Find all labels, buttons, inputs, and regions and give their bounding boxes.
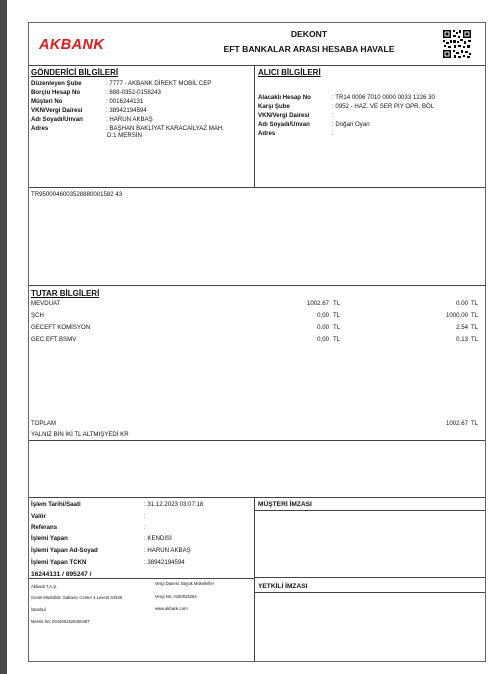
divider-reference (29, 187, 485, 188)
amount-value-b: 0.00 (456, 300, 468, 307)
amount-currency-b: TL (471, 324, 479, 331)
amount-value-a: 0.00 (317, 336, 329, 343)
receiver-label: Alacaklı Hesap No (258, 94, 311, 101)
amount-value-a: 1002.67 (306, 300, 329, 307)
receiver-value: : (332, 130, 334, 137)
authorized-signature-label: YETKİLİ İMZASI (258, 583, 308, 590)
amount-currency-b: TL (471, 300, 479, 307)
amount-value-a: 0.00 (317, 312, 329, 319)
receiver-value: : Doğan Oyan (332, 121, 370, 128)
receiver-label: Adı Soyadı/Unvan (258, 121, 310, 128)
transaction-code: 16244131 / 895247 / (31, 571, 92, 578)
footer-tax-number: Vergi No: 0150015264 (155, 594, 197, 599)
sender-address-line2: D:1 MERSİN (107, 132, 142, 139)
qr-code-icon (442, 29, 472, 59)
sender-value: : 38942194594 (106, 107, 147, 114)
amount-value-b: 0.13 (456, 336, 468, 343)
sender-label: VKN/Vergi Dairesi (31, 107, 83, 114)
sender-value: : BAŞHAN BAKLİYAT KARACAİLYAZ MAH. (106, 125, 224, 132)
sender-value: : 7777 - AKBANK DİREKT MOBİL CEP (106, 80, 212, 87)
footer-company: Akbank T.A.Ş. (31, 584, 58, 589)
amount-currency-a: TL (333, 300, 341, 307)
receiver-value: : (332, 112, 334, 119)
amount-currency-b: TL (471, 336, 479, 343)
transaction-value: : 31.12.2023 03:07:18 (144, 501, 204, 508)
sender-label: Adres (31, 125, 49, 132)
amount-currency-a: TL (333, 312, 341, 319)
sender-label: Müşteri No (31, 98, 63, 105)
receipt-document (28, 22, 486, 662)
sender-label: Adı Soyadı/Unvan (31, 116, 83, 123)
transaction-value: : (144, 524, 146, 531)
amount-value-a: 0.00 (317, 324, 329, 331)
left-edge-strip (0, 0, 7, 674)
divider-words (29, 440, 485, 441)
sender-label: Düzenleyen Şube (31, 80, 82, 87)
footer-tax-office: Vergi Dairesi: Büyük Mükellefler (155, 581, 215, 586)
reference-code: TR9500046003528880001582 43 (31, 191, 123, 198)
amount-currency-b: TL (471, 312, 479, 319)
sender-label: Borçlu Hesap No (31, 89, 81, 96)
divider-transaction (29, 497, 485, 498)
akbank-logo: AKBANK (39, 37, 105, 53)
transaction-value: : HARUN AKBAŞ (144, 547, 191, 554)
amount-row-name: MEVDUAT (31, 300, 61, 307)
sender-value: : 888-0352-0158243 (106, 89, 161, 96)
amount-row-name: ŞCH (31, 312, 44, 319)
amount-row-name: GECEFT KOMİSYON (31, 324, 91, 331)
divider-footer (29, 578, 254, 579)
transaction-label: İşlemi Yapan Ad-Soyad (31, 547, 98, 554)
receiver-label: Karşı Şube (258, 103, 290, 110)
total-value: 1002.67 (445, 420, 468, 427)
sender-value: : HARUN AKBAŞ (106, 116, 153, 123)
sender-section-title: GÖNDERİCİ BİLGİLERİ (31, 68, 119, 77)
receipt-subtitle: EFT BANKALAR ARASI HESABA HAVALE (223, 44, 395, 54)
receiver-value: : TR14 0006 7010 0000 0033 1226 30 (332, 94, 435, 101)
sender-value: : 0016244131 (106, 98, 144, 105)
transaction-label: İşlem Tarihi/Saati (31, 501, 81, 508)
divider-customer-signature (254, 510, 485, 511)
divider-header (29, 65, 485, 66)
transaction-value: : (144, 513, 146, 520)
total-currency: TL (471, 420, 479, 427)
transaction-label: Referans (31, 524, 58, 531)
amount-currency-a: TL (333, 324, 341, 331)
amount-value-b: 2.54 (456, 324, 468, 331)
divider-amounts (29, 285, 485, 286)
transaction-value: : KENDİSİ (144, 535, 172, 542)
receiver-label: VKN/Vergi Dairesi (258, 112, 310, 119)
receiver-section-title: ALICI BİLGİLERİ (258, 68, 321, 77)
receipt-title: DEKONT (290, 29, 328, 39)
divider-authorized-top (254, 577, 485, 578)
receiver-label: Adres (258, 130, 276, 137)
total-label: TOPLAM (31, 420, 56, 427)
footer-city: İstanbul (31, 607, 46, 612)
divider-authorized-signature (254, 592, 485, 593)
amount-value-b: 1000.00 (445, 312, 468, 319)
footer-website: www.akbank.com (155, 606, 188, 611)
transaction-value: : 38942194594 (144, 559, 185, 566)
amounts-section-title: TUTAR BİLGİLERİ (31, 289, 100, 298)
transaction-label: Valör (31, 513, 46, 520)
amount-row-name: GEC EFT BSMV (31, 336, 77, 343)
customer-signature-label: MÜŞTERİ İMZASI (258, 501, 312, 508)
transaction-label: İşlemi Yapan (31, 535, 68, 542)
transaction-label: İşlemi Yapan TCKN (31, 559, 87, 566)
receiver-value: : 0952 - HAZ. VE SER PİY OPR. BÖL (332, 103, 435, 110)
amount-currency-a: TL (333, 336, 341, 343)
divider-signatures (254, 497, 255, 661)
footer-mersis: Mersis No: 0015001526400497 (31, 619, 90, 624)
total-in-words: YALNIZ BİN İKİ TL ALTMIŞYEDİ KR (31, 431, 129, 438)
footer-address: Genel Müdürlük: Sabancı Center 4.Levent 34330 (31, 595, 123, 600)
divider-sender-receiver (254, 65, 255, 187)
